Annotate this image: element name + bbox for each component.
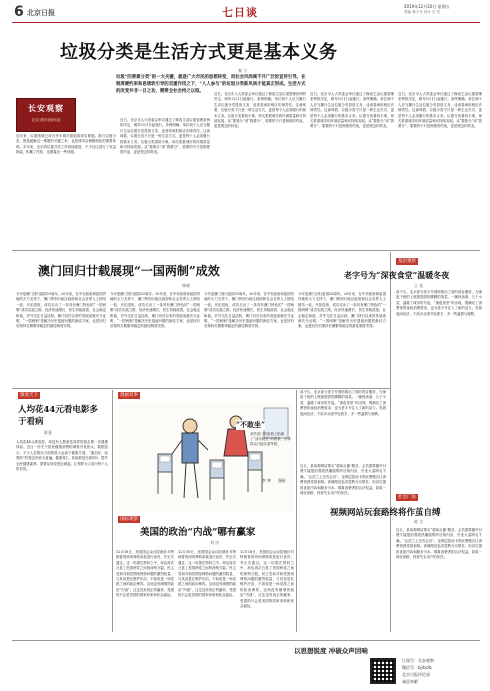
title-article-body-col-mid: 前不久，北京部分老字号餐馆推出了延时营业服务，为深夜下班的上班族提供热腾腾的饭菜。一碗热汤面、几个小菜，温暖了城市的冬夜。“深夜食堂”的出现，既满足了消费者的夜间消费需求，也为老字号注入了新的活力。发展夜间经济，不妨多从细节处着手，多一些温情与便利。	[300, 390, 386, 416]
section-title: 七日谈	[222, 6, 258, 19]
lead-byline: 秦 立	[238, 68, 248, 73]
macau-headline: 澳门回归廿载展现“一国两制”成效	[38, 264, 220, 278]
video-headline: 视频网站玩套路终将作茧自缚	[330, 508, 441, 518]
cartoon-bubble: “不敢坐”	[236, 420, 266, 429]
column-logo-subtitle: 北京日报评论部出品	[31, 118, 61, 122]
video-tag: 社会广角	[398, 495, 416, 500]
cartoon-tag: 漫画说事	[120, 393, 138, 398]
issue-date: 2019年12月20日 星期五	[404, 4, 450, 9]
us-body-col1: 12月18日，美国国会众议院就针对特朗普的两项弹劾条款进行表决，并正式通过。这一结果在预料之中，却也再次凸显了美国两党之间的深刻分裂。民主党和共和党围绕弹劾问题的激烈较量，与其说是在维护法治，不如说是一场党派之间的政治博弈。这场没有硝烟的政治“内战”，注定没有真正的赢家，受损的只会是美国的国家形象和民众福祉。	[116, 550, 174, 598]
title-article-tag: 基层观察	[398, 259, 416, 264]
column-logo-title: 长安观察	[28, 103, 64, 113]
column-body: 近年来，垃圾围城已成为许多城市面临的现实难题。推行垃圾分类，既是破解这一难题的关键之举，也是城市治理精细化的重要体现。多年来，北京的垃圾分类工作持续推进，不少社区进行了有益探索，积累了经验，也暴露出一些问题。	[16, 134, 116, 155]
divider-footer	[12, 640, 480, 641]
us-tag: 国际观察	[120, 517, 138, 522]
health-headline: 人均花44元看电影多于看病	[18, 405, 98, 427]
us-body-col3: 12月18日，美国国会众议院就针对特朗普的两项弹劾条款进行表决，并正式通过。这一结果在预料之中，却也再次凸显了美国两党之间的深刻分裂。民主党和共和党围绕弹劾问题的激烈较量，与其说是在维护法治，不如说是一场党派之间的政治博弈。这场没有硝烟的政治“内战”，注定没有真正的赢家，受损的只会是美国的国家形象和民众福祉。	[240, 550, 294, 609]
paper-name: 北京日报	[27, 8, 55, 17]
editors-line: 责编 林子凡 设计 白 雪	[404, 10, 440, 14]
divider-right-col	[390, 252, 391, 632]
health-byline: 陈嘉	[44, 430, 52, 435]
page-number: 6	[14, 4, 24, 20]
lead-body-col2: 近日，北京市人大常委会审议通过了修改生活垃圾管理条例的决定，明年5月1日起施行。条例明确，单位和个人应当履行生活垃圾分类投放义务，违者将承担相应法律责任。这意味着，垃圾分类不只是一种生活方式，更是每个人必须履行的基本义务。垃圾分类看似小事，却关系着城市的环境质量和可持续发展。从“要我分”到“我要分”，需要的不只是制度的约束，更是观念的转变。	[214, 92, 306, 129]
macau-body-col3: 今年是澳门回归祖国20周年。20年来，在中央政府和祖国内地的大力支持下，澳门特别行政区政府和社会各界人士团结一致，开拓进取，成功走出了一条具有澳门特色的“一国两制”成功实践之路。经济快速增长，民生持续改善，社会稳定和谐，对外交往日益活跃。澳门回归以来的发展成就充分证明，“一国两制”是解决历史遗留问题的最佳方案，也是回归后保持长期繁荣稳定的最佳制度安排。	[204, 292, 294, 329]
title-article-headline: 老字号为“深夜食堂”温暖冬夜	[344, 270, 450, 280]
divider-middle	[296, 390, 297, 632]
macau-byline: 林晓	[182, 283, 190, 288]
cartoon-author: 李 寒	[262, 478, 271, 483]
promo-title: 以思想锐度 冲破众声回响	[294, 647, 368, 655]
cartoon-label: 漫画	[278, 478, 286, 483]
lead-headline: 垃圾分类是生活方式更是基本义务	[60, 42, 338, 63]
promo-line-1: 微信号：bjrbclb	[402, 665, 432, 670]
title-article-byline: 王 佳	[414, 283, 424, 288]
lead-body-col4: 近日，北京市人大常委会审议通过了修改生活垃圾管理条例的决定，明年5月1日起施行。条例明确，单位和个人应当履行生活垃圾分类投放义务，违者将承担相应法律责任。这意味着，垃圾分类不只是一种生活方式，更是每个人必须履行的基本义务。垃圾分类看似小事，却关系着城市的环境质量和可持续发展。从“要我分”到“我要分”，需要的不只是制度的约束，更是观念的转变。	[398, 92, 482, 129]
us-body-col2: 12月18日，美国国会众议院就针对特朗普的两项弹劾条款进行表决，并正式通过。这一结果在预料之中，却也再次凸显了美国两党之间的深刻分裂。民主党和共和党围绕弹劾问题的激烈较量，与其说是在维护法治，不如说是一场党派之间的政治博弈。这场没有硝烟的政治“内战”，注定没有真正的赢家，受损的只会是美国的国家形象和民众福祉。	[178, 550, 236, 598]
divider-health	[112, 390, 113, 632]
promo-qr-code	[370, 658, 396, 684]
column-logo	[16, 98, 76, 132]
lead-intro: 垃圾“四要素分类”的一大关键，就是广大市民的思想转变，而社会风尚离不开广泛的宣传引导。在制度硬约束和思想软引导的双重作用之下，“人人参与”的垃圾分类新风尚才能真正形成。生活方式的改变并非一日之功，需要全社会持之以恒。	[116, 75, 306, 94]
promo-line-3: 诚意奉献	[402, 679, 418, 684]
video-body-col1: 近日，某视频网站推出“超前点播”服务，会员需要额外付费才能提前观看热播剧集的后续内容，引发大量网友不满。“会员之上还有会员”，这种层层设卡的收费模式让消费者感觉被套路。视频网站追求盈利无可厚非，但应以提供优质内容和服务为本，尊重消费者的合法权益。如果一味玩套路，终将失去用户的信任。	[300, 464, 386, 496]
footer-promo	[286, 646, 482, 688]
promo-line-0: 订阅号：长安观察	[402, 658, 434, 663]
promo-line-2: 北京日报评论部	[402, 672, 430, 677]
us-headline: 美国的政治“内战”哪有赢家	[140, 527, 256, 538]
macau-body-col4: 今年是澳门回归祖国20周年。20年来，在中央政府和祖国内地的大力支持下，澳门特别行政区政府和社会各界人士团结一致，开拓进取，成功走出了一条具有澳门特色的“一国两制”成功实践之路。经济快速增长，民生持续改善，社会稳定和谐，对外交往日益活跃。澳门回归以来的发展成就充分证明，“一国两制”是解决历史遗留问题的最佳方案，也是回归后保持长期繁荣稳定的最佳制度安排。	[298, 292, 386, 329]
us-byline: 刘 庆	[210, 540, 220, 545]
masthead-rule	[12, 22, 480, 23]
macau-body-col2: 今年是澳门回归祖国20周年。20年来，在中央政府和祖国内地的大力支持下，澳门特别行政区政府和社会各界人士团结一致，开拓进取，成功走出了一条具有澳门特色的“一国两制”成功实践之路。经济快速增长，民生持续改善，社会稳定和谐，对外交往日益活跃。澳门回归以来的发展成就充分证明，“一国两制”是解决历史遗留问题的最佳方案，也是回归后保持长期繁荣稳定的最佳制度安排。	[110, 292, 200, 329]
cartoon-caption: 某些部门的座椅上贴满了“请勿就坐”的纸条，办事群众只能站着等候。	[250, 432, 291, 447]
video-body-col2: 近日，某视频网站推出“超前点播”服务，会员需要额外付费才能提前观看热播剧集的后续内容，引发大量网友不满。“会员之上还有会员”，这种层层设卡的收费模式让消费者感觉被套路。视频网站追求盈利无可厚非，但应以提供优质内容和服务为本，尊重消费者的合法权益。如果一味玩套路，终将失去用户的信任。	[396, 528, 482, 560]
cartoon-illustration	[118, 402, 294, 512]
video-byline: 陈 言	[414, 519, 424, 524]
macau-body-col1: 今年是澳门回归祖国20周年。20年来，在中央政府和祖国内地的大力支持下，澳门特别行政区政府和社会各界人士团结一致，开拓进取，成功走出了一条具有澳门特色的“一国两制”成功实践之路。经济快速增长，民生持续改善，社会稳定和谐，对外交往日益活跃。澳门回归以来的发展成就充分证明，“一国两制”是解决历史遗留问题的最佳方案，也是回归后保持长期繁荣稳定的最佳制度安排。	[16, 292, 106, 329]
lead-body-col1: 近日，北京市人大常委会审议通过了修改生活垃圾管理条例的决定，明年5月1日起施行。条例明确，单位和个人应当履行生活垃圾分类投放义务，违者将承担相应法律责任。这意味着，垃圾分类不只是一种生活方式，更是每个人必须履行的基本义务。垃圾分类看似小事，却关系着城市的环境质量和可持续发展。从“要我分”到“我要分”，需要的不只是制度的约束，更是观念的转变。	[120, 118, 210, 155]
health-tag: 微观天下	[20, 393, 38, 398]
cartoon-drawing	[118, 402, 294, 512]
title-article-body-col2: 前不久，北京部分老字号餐馆推出了延时营业服务，为深夜下班的上班族提供热腾腾的饭菜。一碗热汤面、几个小菜，温暖了城市的冬夜。“深夜食堂”的出现，既满足了消费者的夜间消费需求，也为老字号注入了新的活力。发展夜间经济，不妨多从细节处着手，多一些温情与便利。	[396, 290, 482, 316]
lead-body-col3: 近日，北京市人大常委会审议通过了修改生活垃圾管理条例的决定，明年5月1日起施行。条例明确，单位和个人应当履行生活垃圾分类投放义务，违者将承担相应法律责任。这意味着，垃圾分类不只是一种生活方式，更是每个人必须履行的基本义务。垃圾分类看似小事，却关系着城市的环境质量和可持续发展。从“要我分”到“我要分”，需要的不只是制度的约束，更是观念的转变。	[310, 92, 394, 129]
health-body: 人均花44元看电影，却没有人愿意花同样的钱去做一次健康体检。近日一份关于居民健康消费的调查引发热议。数据显示，不少人在娱乐方面的投入远高于健康方面，“重治疗、轻预防”的观念仍较为普遍。健康是1，其他都是后面的0，提升全民健康素养，需要从转变观念做起，让预防为主成为每个人的自觉。	[16, 440, 108, 472]
divider-lead	[12, 250, 480, 251]
divider-macau	[12, 388, 390, 389]
